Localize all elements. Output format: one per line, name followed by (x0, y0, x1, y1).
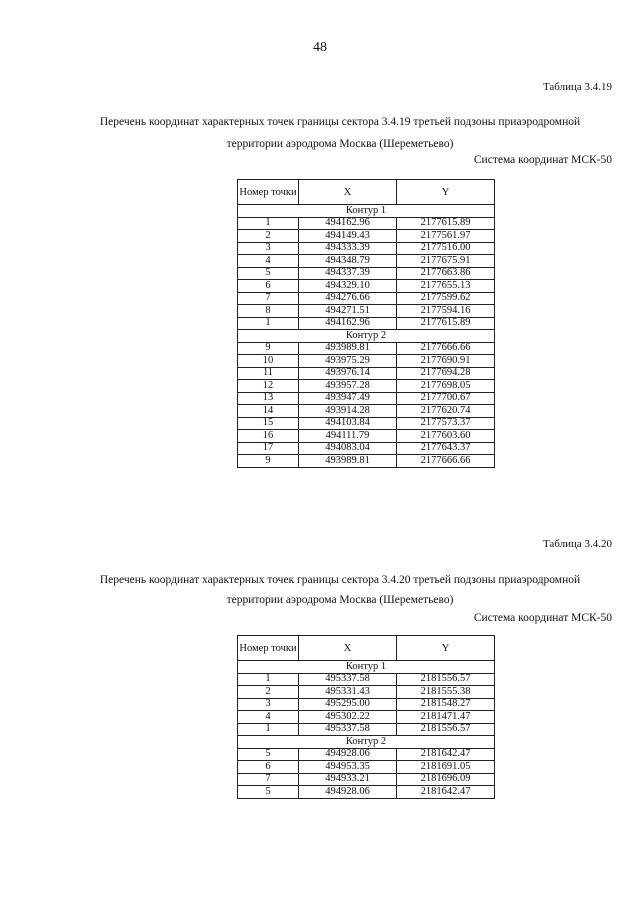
x-coordinate-cell: 493976.14 (299, 367, 397, 380)
table-row (238, 686, 495, 699)
point-number-cell: 5 (238, 267, 299, 280)
y-coordinate-cell: 2177655.13 (397, 280, 495, 293)
y-coordinate-cell: 2177700.67 (397, 392, 495, 405)
x-coordinate-cell: 494337.39 (299, 267, 397, 280)
table-row (238, 355, 495, 368)
table-row (238, 786, 495, 799)
point-number-cell: 9 (238, 342, 299, 355)
table-row (238, 405, 495, 418)
y-coordinate-cell: 2177690.91 (397, 355, 495, 368)
contour-row (238, 736, 495, 749)
table-label: Таблица 3.4.19 (542, 81, 612, 93)
y-coordinate-cell: 2177620.74 (397, 405, 495, 418)
column-header: X (299, 180, 397, 205)
page-number: 48 (313, 40, 327, 55)
point-number-cell: 12 (238, 380, 299, 393)
table-row (238, 292, 495, 305)
x-coordinate-cell: 494162.96 (299, 317, 397, 330)
table-row (238, 255, 495, 268)
y-coordinate-cell: 2181556.57 (397, 723, 495, 736)
x-coordinate-cell: 494162.96 (299, 217, 397, 230)
column-header: X (299, 636, 397, 661)
point-number-cell: 6 (238, 761, 299, 774)
x-coordinate-cell: 494928.06 (299, 748, 397, 761)
y-coordinate-cell: 2181555.38 (397, 686, 495, 699)
table-row (238, 442, 495, 455)
y-coordinate-cell: 2177698.05 (397, 380, 495, 393)
column-header: Y (397, 180, 495, 205)
point-number-cell: 1 (238, 217, 299, 230)
x-coordinate-cell: 495302.22 (299, 711, 397, 724)
x-coordinate-cell: 494348.79 (299, 255, 397, 268)
point-number-cell: 6 (238, 280, 299, 293)
y-coordinate-cell: 2177599.62 (397, 292, 495, 305)
table-title-line1: Перечень координат характерных точек границы сектора 3.4.20 третьей подзоны приаэродромной (99, 574, 581, 586)
x-coordinate-cell: 494933.21 (299, 773, 397, 786)
x-coordinate-cell: 494083.04 (299, 442, 397, 455)
x-coordinate-cell: 494271.51 (299, 305, 397, 318)
x-coordinate-cell: 493975.29 (299, 355, 397, 368)
point-number-cell: 1 (238, 317, 299, 330)
y-coordinate-cell: 2181548.27 (397, 698, 495, 711)
table-title-line2: территории аэродрома Москва (Шереметьево) (226, 594, 454, 606)
contour-label: Контур 2 (238, 330, 495, 343)
point-number-cell: 4 (238, 255, 299, 268)
y-coordinate-cell: 2177603.60 (397, 430, 495, 443)
point-number-cell: 3 (238, 698, 299, 711)
point-number-cell: 3 (238, 242, 299, 255)
x-coordinate-cell: 493947.49 (299, 392, 397, 405)
point-number-cell: 7 (238, 773, 299, 786)
table-row (238, 698, 495, 711)
column-header: Номер точки (238, 636, 299, 661)
y-coordinate-cell: 2181471.47 (397, 711, 495, 724)
column-header: Y (397, 636, 495, 661)
table-row (238, 673, 495, 686)
y-coordinate-cell: 2181642.47 (397, 748, 495, 761)
table-row (238, 242, 495, 255)
contour-row (238, 330, 495, 343)
y-coordinate-cell: 2177663.86 (397, 267, 495, 280)
table-row (238, 417, 495, 430)
table-row (238, 280, 495, 293)
contour-label: Контур 1 (238, 661, 495, 674)
y-coordinate-cell: 2181642.47 (397, 786, 495, 799)
y-coordinate-cell: 2181696.09 (397, 773, 495, 786)
table-row (238, 761, 495, 774)
y-coordinate-cell: 2177615.89 (397, 217, 495, 230)
point-number-cell: 2 (238, 686, 299, 699)
x-coordinate-cell: 494329.10 (299, 280, 397, 293)
y-coordinate-cell: 2177573.37 (397, 417, 495, 430)
y-coordinate-cell: 2177666.66 (397, 342, 495, 355)
x-coordinate-cell: 494276.66 (299, 292, 397, 305)
table-row (238, 380, 495, 393)
point-number-cell: 10 (238, 355, 299, 368)
y-coordinate-cell: 2177694.28 (397, 367, 495, 380)
point-number-cell: 4 (238, 711, 299, 724)
table-row (238, 711, 495, 724)
x-coordinate-cell: 495295.00 (299, 698, 397, 711)
table-row (238, 305, 495, 318)
point-number-cell: 13 (238, 392, 299, 405)
contour-label: Контур 2 (238, 736, 495, 749)
point-number-cell: 7 (238, 292, 299, 305)
point-number-cell: 5 (238, 748, 299, 761)
table-row (238, 217, 495, 230)
x-coordinate-cell: 494149.43 (299, 230, 397, 243)
x-coordinate-cell: 494333.39 (299, 242, 397, 255)
contour-label: Контур 1 (238, 205, 495, 218)
table-row (238, 455, 495, 468)
point-number-cell: 14 (238, 405, 299, 418)
table-row (238, 342, 495, 355)
y-coordinate-cell: 2177615.89 (397, 317, 495, 330)
coordinate-system: Система координат МСК-50 (473, 612, 612, 624)
table-row (238, 230, 495, 243)
header-row (238, 180, 495, 205)
coordinates-table (237, 179, 495, 468)
point-number-cell: 16 (238, 430, 299, 443)
y-coordinate-cell: 2177666.66 (397, 455, 495, 468)
x-coordinate-cell: 493989.81 (299, 455, 397, 468)
table-row (238, 367, 495, 380)
point-number-cell: 8 (238, 305, 299, 318)
table-label: Таблица 3.4.20 (542, 538, 612, 550)
coordinate-system: Система координат МСК-50 (473, 154, 612, 166)
point-number-cell: 5 (238, 786, 299, 799)
contour-row (238, 661, 495, 674)
table-row (238, 748, 495, 761)
table-row (238, 317, 495, 330)
table-row (238, 723, 495, 736)
x-coordinate-cell: 493957.28 (299, 380, 397, 393)
y-coordinate-cell: 2177516.00 (397, 242, 495, 255)
point-number-cell: 17 (238, 442, 299, 455)
x-coordinate-cell: 495331.43 (299, 686, 397, 699)
point-number-cell: 15 (238, 417, 299, 430)
table-row (238, 430, 495, 443)
column-header: Номер точки (238, 180, 299, 205)
x-coordinate-cell: 494953.35 (299, 761, 397, 774)
point-number-cell: 1 (238, 723, 299, 736)
point-number-cell: 2 (238, 230, 299, 243)
table-title-line1: Перечень координат характерных точек границы сектора 3.4.19 третьей подзоны приаэродромной (99, 116, 581, 128)
y-coordinate-cell: 2177675.91 (397, 255, 495, 268)
x-coordinate-cell: 494928.06 (299, 786, 397, 799)
y-coordinate-cell: 2181691.05 (397, 761, 495, 774)
x-coordinate-cell: 493989.81 (299, 342, 397, 355)
x-coordinate-cell: 494111.79 (299, 430, 397, 443)
contour-row (238, 205, 495, 218)
y-coordinate-cell: 2177643.37 (397, 442, 495, 455)
table-title-line2: территории аэродрома Москва (Шереметьево) (226, 138, 454, 150)
x-coordinate-cell: 494103.84 (299, 417, 397, 430)
point-number-cell: 1 (238, 673, 299, 686)
header-row (238, 636, 495, 661)
table-row (238, 267, 495, 280)
x-coordinate-cell: 495337.58 (299, 723, 397, 736)
table-row (238, 392, 495, 405)
point-number-cell: 11 (238, 367, 299, 380)
table-row (238, 773, 495, 786)
y-coordinate-cell: 2177561.97 (397, 230, 495, 243)
coordinates-table (237, 635, 495, 799)
point-number-cell: 9 (238, 455, 299, 468)
y-coordinate-cell: 2177594.16 (397, 305, 495, 318)
y-coordinate-cell: 2181556.57 (397, 673, 495, 686)
x-coordinate-cell: 493914.28 (299, 405, 397, 418)
x-coordinate-cell: 495337.58 (299, 673, 397, 686)
